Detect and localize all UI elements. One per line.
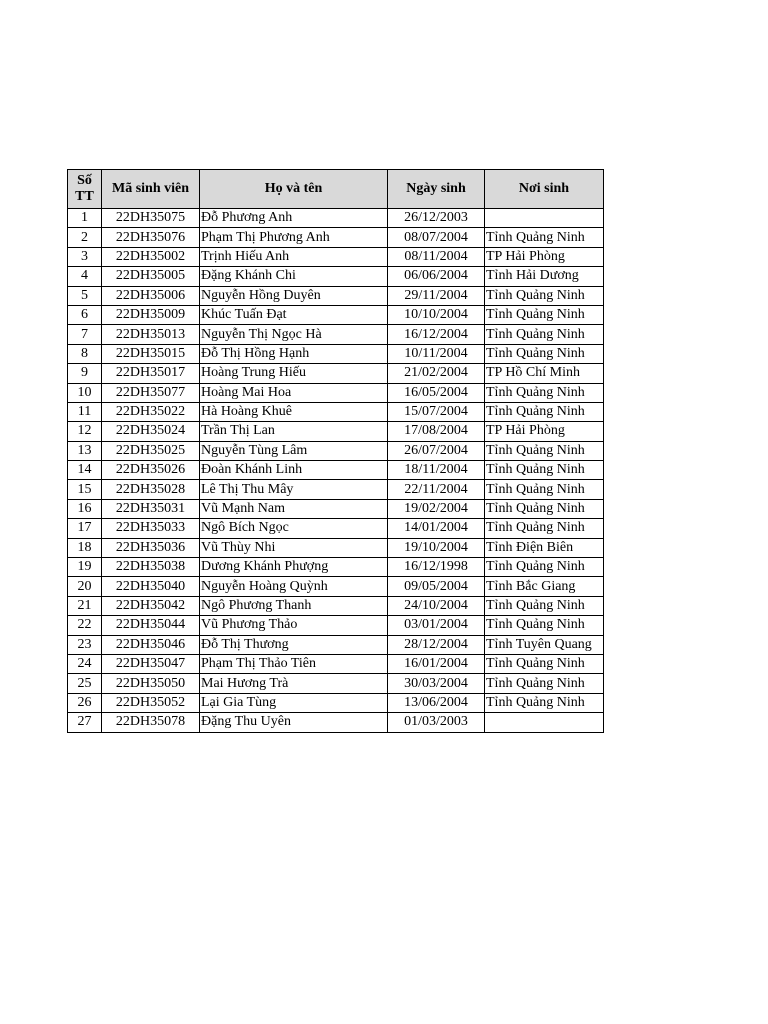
cell-student-id: 22DH35075 — [102, 209, 200, 228]
table-row — [68, 713, 604, 732]
cell-stt: 7 — [68, 325, 102, 344]
cell-full-name: Phạm Thị Thảo Tiên — [200, 654, 388, 673]
cell-student-id: 22DH35024 — [102, 422, 200, 441]
cell-student-id: 22DH35044 — [102, 616, 200, 635]
cell-full-name: Lại Gia Tùng — [200, 693, 388, 712]
cell-birth-place: Tỉnh Quảng Ninh — [485, 344, 604, 363]
cell-full-name: Khúc Tuấn Đạt — [200, 305, 388, 324]
cell-student-id: 22DH35022 — [102, 402, 200, 421]
table-row — [68, 422, 604, 441]
cell-birth-place: Tỉnh Điện Biên — [485, 538, 604, 557]
cell-birth-place: Tỉnh Quảng Ninh — [485, 674, 604, 693]
cell-stt: 3 — [68, 247, 102, 266]
cell-stt: 6 — [68, 305, 102, 324]
cell-birth-place: Tỉnh Quảng Ninh — [485, 693, 604, 712]
cell-birth-place: TP Hồ Chí Minh — [485, 364, 604, 383]
cell-stt: 12 — [68, 422, 102, 441]
cell-birth-date: 17/08/2004 — [388, 422, 485, 441]
cell-birth-date: 16/05/2004 — [388, 383, 485, 402]
cell-full-name: Nguyễn Hồng Duyên — [200, 286, 388, 305]
cell-full-name: Hoàng Mai Hoa — [200, 383, 388, 402]
cell-birth-place: Tỉnh Quảng Ninh — [485, 519, 604, 538]
cell-birth-date: 28/12/2004 — [388, 635, 485, 654]
cell-birth-place: Tỉnh Quảng Ninh — [485, 461, 604, 480]
cell-student-id: 22DH35017 — [102, 364, 200, 383]
cell-full-name: Đỗ Thị Hồng Hạnh — [200, 344, 388, 363]
cell-student-id: 22DH35005 — [102, 267, 200, 286]
cell-student-id: 22DH35078 — [102, 713, 200, 732]
cell-student-id: 22DH35038 — [102, 558, 200, 577]
cell-stt: 27 — [68, 713, 102, 732]
header-stt: Số TT — [68, 170, 102, 209]
cell-full-name: Dương Khánh Phượng — [200, 558, 388, 577]
table-row — [68, 325, 604, 344]
cell-stt: 18 — [68, 538, 102, 557]
cell-birth-date: 10/10/2004 — [388, 305, 485, 324]
cell-student-id: 22DH35013 — [102, 325, 200, 344]
table-row — [68, 344, 604, 363]
cell-birth-place: Tỉnh Tuyên Quang — [485, 635, 604, 654]
cell-birth-date: 29/11/2004 — [388, 286, 485, 305]
cell-birth-date: 08/07/2004 — [388, 228, 485, 247]
cell-birth-date: 06/06/2004 — [388, 267, 485, 286]
cell-birth-date: 24/10/2004 — [388, 596, 485, 615]
cell-student-id: 22DH35040 — [102, 577, 200, 596]
cell-full-name: Trịnh Hiếu Anh — [200, 247, 388, 266]
cell-full-name: Ngô Bích Ngọc — [200, 519, 388, 538]
table-row — [68, 267, 604, 286]
cell-birth-date: 18/11/2004 — [388, 461, 485, 480]
cell-birth-place: Tỉnh Quảng Ninh — [485, 654, 604, 673]
cell-birth-place: Tỉnh Quảng Ninh — [485, 286, 604, 305]
cell-stt: 22 — [68, 616, 102, 635]
cell-full-name: Đỗ Phương Anh — [200, 209, 388, 228]
cell-stt: 5 — [68, 286, 102, 305]
cell-birth-date: 26/07/2004 — [388, 441, 485, 460]
cell-birth-date: 14/01/2004 — [388, 519, 485, 538]
table-row — [68, 499, 604, 518]
cell-birth-date: 09/05/2004 — [388, 577, 485, 596]
cell-full-name: Nguyễn Hoàng Quỳnh — [200, 577, 388, 596]
cell-student-id: 22DH35031 — [102, 499, 200, 518]
cell-birth-date: 16/12/1998 — [388, 558, 485, 577]
table-row — [68, 674, 604, 693]
cell-stt: 20 — [68, 577, 102, 596]
cell-full-name: Mai Hương Trà — [200, 674, 388, 693]
cell-student-id: 22DH35026 — [102, 461, 200, 480]
cell-full-name: Phạm Thị Phương Anh — [200, 228, 388, 247]
cell-stt: 23 — [68, 635, 102, 654]
cell-birth-date: 19/02/2004 — [388, 499, 485, 518]
cell-full-name: Đoàn Khánh Linh — [200, 461, 388, 480]
cell-student-id: 22DH35015 — [102, 344, 200, 363]
cell-full-name: Hoàng Trung Hiếu — [200, 364, 388, 383]
cell-full-name: Ngô Phương Thanh — [200, 596, 388, 615]
table-row — [68, 577, 604, 596]
cell-full-name: Đặng Thu Uyên — [200, 713, 388, 732]
cell-stt: 14 — [68, 461, 102, 480]
cell-full-name: Nguyễn Thị Ngọc Hà — [200, 325, 388, 344]
table-row — [68, 209, 604, 228]
cell-full-name: Vũ Phương Thảo — [200, 616, 388, 635]
cell-birth-place: Tỉnh Quảng Ninh — [485, 402, 604, 421]
table-row — [68, 538, 604, 557]
cell-birth-place: Tỉnh Quảng Ninh — [485, 480, 604, 499]
table-row — [68, 596, 604, 615]
cell-birth-place: TP Hải Phòng — [485, 247, 604, 266]
cell-stt: 16 — [68, 499, 102, 518]
cell-birth-date: 08/11/2004 — [388, 247, 485, 266]
table-row — [68, 558, 604, 577]
table-row — [68, 693, 604, 712]
cell-full-name: Lê Thị Thu Mây — [200, 480, 388, 499]
table-body — [68, 209, 604, 733]
cell-student-id: 22DH35033 — [102, 519, 200, 538]
cell-birth-place: Tỉnh Quảng Ninh — [485, 558, 604, 577]
header-row — [68, 170, 604, 209]
cell-birth-date: 30/03/2004 — [388, 674, 485, 693]
cell-full-name: Vũ Mạnh Nam — [200, 499, 388, 518]
cell-birth-date: 26/12/2003 — [388, 209, 485, 228]
header-student-id: Mã sinh viên — [102, 170, 200, 209]
cell-stt: 1 — [68, 209, 102, 228]
cell-student-id: 22DH35006 — [102, 286, 200, 305]
header-birth-place: Nơi sinh — [485, 170, 604, 209]
cell-birth-place: Tỉnh Hải Dương — [485, 267, 604, 286]
cell-birth-date: 03/01/2004 — [388, 616, 485, 635]
header-full-name: Họ và tên — [200, 170, 388, 209]
cell-stt: 2 — [68, 228, 102, 247]
cell-birth-place: Tỉnh Quảng Ninh — [485, 596, 604, 615]
table-row — [68, 402, 604, 421]
table-row — [68, 635, 604, 654]
table-row — [68, 286, 604, 305]
cell-birth-place: Tỉnh Quảng Ninh — [485, 616, 604, 635]
table-row — [68, 228, 604, 247]
header-birth-date: Ngày sinh — [388, 170, 485, 209]
cell-stt: 21 — [68, 596, 102, 615]
cell-stt: 8 — [68, 344, 102, 363]
cell-stt: 15 — [68, 480, 102, 499]
cell-full-name: Vũ Thùy Nhi — [200, 538, 388, 557]
cell-birth-date: 15/07/2004 — [388, 402, 485, 421]
table-row — [68, 480, 604, 499]
table-row — [68, 461, 604, 480]
cell-student-id: 22DH35050 — [102, 674, 200, 693]
cell-full-name: Đặng Khánh Chi — [200, 267, 388, 286]
table-row — [68, 247, 604, 266]
cell-birth-place: Tỉnh Quảng Ninh — [485, 305, 604, 324]
cell-stt: 24 — [68, 654, 102, 673]
cell-student-id: 22DH35025 — [102, 441, 200, 460]
cell-student-id: 22DH35002 — [102, 247, 200, 266]
cell-full-name: Trần Thị Lan — [200, 422, 388, 441]
cell-student-id: 22DH35077 — [102, 383, 200, 402]
cell-student-id: 22DH35028 — [102, 480, 200, 499]
table-row — [68, 441, 604, 460]
cell-student-id: 22DH35042 — [102, 596, 200, 615]
table-row — [68, 364, 604, 383]
cell-birth-date: 16/01/2004 — [388, 654, 485, 673]
cell-birth-date: 13/06/2004 — [388, 693, 485, 712]
cell-student-id: 22DH35009 — [102, 305, 200, 324]
cell-birth-place: Tỉnh Bắc Giang — [485, 577, 604, 596]
table-row — [68, 305, 604, 324]
cell-full-name: Nguyễn Tùng Lâm — [200, 441, 388, 460]
cell-birth-date: 01/03/2003 — [388, 713, 485, 732]
cell-stt: 19 — [68, 558, 102, 577]
cell-stt: 4 — [68, 267, 102, 286]
cell-stt: 25 — [68, 674, 102, 693]
table-row — [68, 519, 604, 538]
cell-birth-place — [485, 209, 604, 228]
table-row — [68, 616, 604, 635]
cell-stt: 13 — [68, 441, 102, 460]
cell-student-id: 22DH35047 — [102, 654, 200, 673]
cell-birth-place: Tỉnh Quảng Ninh — [485, 383, 604, 402]
cell-birth-date: 16/12/2004 — [388, 325, 485, 344]
student-list-table — [67, 169, 604, 733]
cell-student-id: 22DH35052 — [102, 693, 200, 712]
cell-student-id: 22DH35046 — [102, 635, 200, 654]
cell-stt: 26 — [68, 693, 102, 712]
cell-birth-date: 10/11/2004 — [388, 344, 485, 363]
table-row — [68, 383, 604, 402]
cell-birth-date: 19/10/2004 — [388, 538, 485, 557]
cell-student-id: 22DH35076 — [102, 228, 200, 247]
cell-birth-place: Tỉnh Quảng Ninh — [485, 441, 604, 460]
cell-birth-date: 22/11/2004 — [388, 480, 485, 499]
cell-stt: 17 — [68, 519, 102, 538]
cell-stt: 11 — [68, 402, 102, 421]
table-row — [68, 654, 604, 673]
cell-stt: 10 — [68, 383, 102, 402]
cell-birth-place: Tỉnh Quảng Ninh — [485, 499, 604, 518]
cell-full-name: Đỗ Thị Thương — [200, 635, 388, 654]
cell-stt: 9 — [68, 364, 102, 383]
cell-birth-place: Tỉnh Quảng Ninh — [485, 228, 604, 247]
cell-full-name: Hà Hoàng Khuê — [200, 402, 388, 421]
cell-birth-date: 21/02/2004 — [388, 364, 485, 383]
cell-birth-place: Tỉnh Quảng Ninh — [485, 325, 604, 344]
cell-birth-place — [485, 713, 604, 732]
cell-birth-place: TP Hải Phòng — [485, 422, 604, 441]
cell-student-id: 22DH35036 — [102, 538, 200, 557]
